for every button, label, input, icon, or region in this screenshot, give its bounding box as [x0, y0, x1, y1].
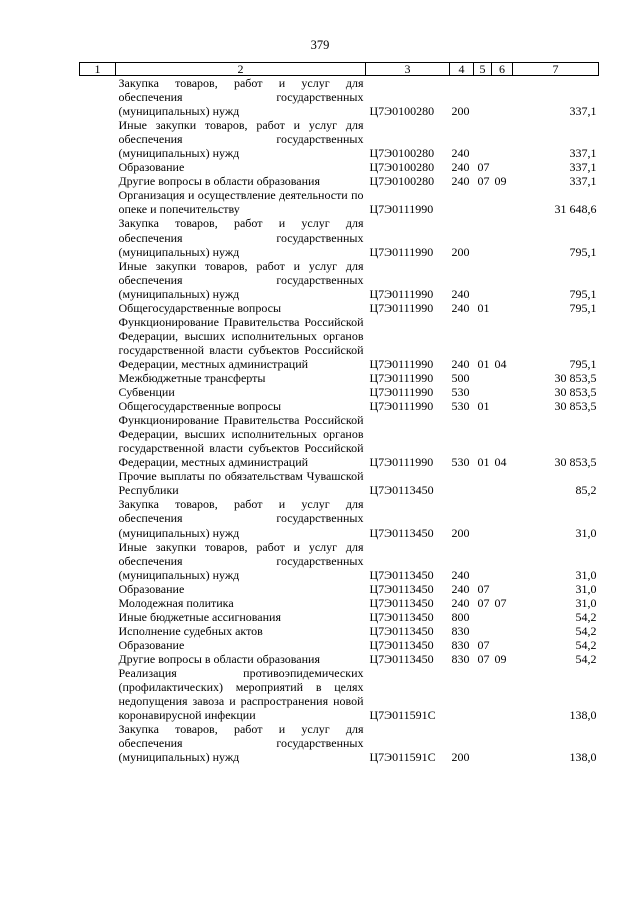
target-article-cell: Ц7Э0100280 [369, 174, 435, 189]
row-number-cell [80, 174, 116, 188]
amount-cell: 30 853,5 [554, 370, 597, 385]
column-header-5: 5 [474, 63, 492, 76]
section-cell [474, 371, 492, 385]
item-name-cell: Закупка товаров, работ и услуг для обеспечения государственных (муниципальных) нужд [118, 76, 364, 119]
table-row [80, 301, 599, 315]
expense-type-cell: 240 [451, 581, 470, 596]
subsection-cell [492, 216, 513, 258]
section-cell: 07 [477, 581, 490, 596]
column-header-2: 2 [116, 63, 366, 76]
subsection-cell [492, 399, 513, 413]
item-name-cell: Общегосударственные вопросы [118, 300, 282, 315]
expense-type-cell: 240 [451, 595, 470, 610]
target-article-cell: Ц7Э0111990 [369, 385, 434, 400]
row-number-cell [80, 399, 116, 413]
section-cell: 07 [477, 637, 490, 652]
subsection-cell: 09 [494, 651, 507, 666]
subsection-cell: 04 [494, 455, 507, 470]
row-number-cell [80, 638, 116, 652]
item-name-cell: Функционирование Правительства Российской Федерации, высших исполнительных органов государственной власти субъектов Российской Федерации, местных администраций [118, 413, 364, 470]
expense-type-cell: 200 [451, 750, 470, 765]
row-number-cell [80, 301, 116, 315]
subsection-cell [492, 582, 513, 596]
table-row [80, 160, 599, 174]
item-name-cell: Закупка товаров, работ и услуг для обеспечения государственных (муниципальных) нужд [118, 722, 364, 765]
section-cell: 01 [477, 455, 490, 470]
subsection-cell [492, 638, 513, 652]
budget-table [79, 62, 599, 764]
item-name-cell: Образование [118, 637, 185, 652]
target-article-cell: Ц7Э0111990 [369, 286, 434, 301]
subsection-cell [492, 259, 513, 301]
expense-type-cell: 500 [451, 370, 470, 385]
expense-type-cell: 240 [451, 567, 470, 582]
amount-cell: 795,1 [569, 356, 597, 371]
expense-type-cell: 240 [451, 300, 470, 315]
subsection-cell [492, 722, 513, 764]
subsection-cell [492, 301, 513, 315]
amount-cell: 31,0 [575, 595, 597, 610]
amount-cell: 30 853,5 [554, 455, 597, 470]
amount-cell: 85,2 [575, 483, 597, 498]
table-row [80, 722, 599, 764]
amount-cell: 337,1 [569, 146, 597, 161]
target-article-cell: Ц7Э0113450 [369, 623, 434, 638]
target-article-cell: Ц7Э0113450 [369, 581, 434, 596]
table-row [80, 188, 599, 216]
target-article-cell: Ц7Э0111990 [369, 455, 434, 470]
row-number-cell [80, 722, 116, 764]
row-number-cell [80, 624, 116, 638]
target-article-cell: Ц7Э0111990 [369, 202, 434, 217]
section-cell: 07 [477, 174, 490, 189]
subsection-cell [492, 666, 513, 722]
page-number: 379 [310, 38, 330, 52]
row-number-cell [80, 315, 116, 371]
target-article-cell: Ц7Э0111990 [369, 370, 434, 385]
table-row [80, 582, 599, 596]
item-name-cell: Реализация противоэпидемических (профилактических) мероприятий в целях недопущения завоза и распространения новой коронавирусной инфекции [118, 665, 364, 723]
item-name-cell: Закупка товаров, работ и услуг для обеспечения государственных (муниципальных) нужд [118, 216, 364, 259]
item-name-cell: Закупка товаров, работ и услуг для обеспечения государственных (муниципальных) нужд [118, 497, 364, 540]
row-number-cell [80, 216, 116, 258]
target-article-cell: Ц7Э0100280 [369, 160, 435, 175]
column-header-3: 3 [366, 63, 450, 76]
row-number-cell [80, 666, 116, 722]
target-article-cell: Ц7Э0113450 [369, 637, 434, 652]
target-article-cell: Ц7Э0113450 [369, 525, 434, 540]
row-number-cell [80, 540, 116, 582]
item-name-cell: Молодежная политика [118, 595, 234, 610]
subsection-cell [492, 385, 513, 399]
row-number-cell [80, 596, 116, 610]
row-number-cell [80, 497, 116, 539]
item-name-cell: Исполнение судебных актов [118, 623, 263, 638]
row-number-cell [80, 118, 116, 160]
subsection-cell [492, 160, 513, 174]
expense-type-cell: 830 [451, 637, 470, 652]
amount-cell: 795,1 [569, 286, 597, 301]
subsection-cell [492, 118, 513, 160]
amount-cell: 795,1 [569, 300, 597, 315]
item-name-cell: Образование [118, 160, 185, 175]
subsection-cell [492, 188, 513, 216]
row-number-cell [80, 188, 116, 216]
row-number-cell [80, 160, 116, 174]
amount-cell: 54,2 [575, 637, 597, 652]
target-article-cell: Ц7Э0111990 [369, 244, 434, 259]
expense-type-cell [450, 666, 474, 722]
target-article-cell: Ц7Э0100280 [369, 146, 435, 161]
target-article-cell: Ц7Э0100280 [369, 104, 435, 119]
expense-type-cell: 830 [451, 623, 470, 638]
row-number-cell [80, 610, 116, 624]
target-article-cell: Ц7Э011591С [369, 708, 436, 723]
amount-cell: 337,1 [569, 160, 597, 175]
table-row [80, 652, 599, 666]
expense-type-cell: 240 [451, 146, 470, 161]
item-name-cell: Другие вопросы в области образования [118, 651, 320, 666]
section-cell [474, 188, 492, 216]
table-row [80, 497, 599, 539]
target-article-cell: Ц7Э0111990 [369, 300, 434, 315]
section-cell [474, 624, 492, 638]
amount-cell: 54,2 [575, 651, 597, 666]
amount-cell: 31,0 [575, 525, 597, 540]
section-cell [474, 385, 492, 399]
row-number-cell [80, 76, 116, 119]
target-article-cell: Ц7Э0111990 [369, 399, 434, 414]
item-name-cell: Межбюджетные трансферты [118, 370, 266, 385]
section-cell [474, 469, 492, 497]
table-row [80, 259, 599, 301]
row-number-cell [80, 371, 116, 385]
table-row [80, 666, 599, 722]
row-number-cell [80, 652, 116, 666]
row-number-cell [80, 469, 116, 497]
expense-type-cell: 200 [451, 525, 470, 540]
section-cell: 07 [477, 160, 490, 175]
amount-cell: 31,0 [575, 567, 597, 582]
subsection-cell [492, 371, 513, 385]
item-name-cell: Иные закупки товаров, работ и услуг для обеспечения государственных (муниципальных) нужд [118, 118, 364, 161]
table-row [80, 596, 599, 610]
target-article-cell: Ц7Э0113450 [369, 651, 434, 666]
section-cell [474, 118, 492, 160]
row-number-cell [80, 413, 116, 469]
section-cell [474, 76, 492, 119]
row-number-cell [80, 385, 116, 399]
expense-type-cell: 530 [451, 399, 470, 414]
section-cell: 01 [477, 300, 490, 315]
target-article-cell: Ц7Э0113450 [369, 567, 434, 582]
section-cell [474, 259, 492, 301]
amount-cell: 30 853,5 [554, 399, 597, 414]
table-row [80, 399, 599, 413]
expense-type-cell: 800 [451, 609, 470, 624]
section-cell: 01 [477, 399, 490, 414]
subsection-cell [492, 610, 513, 624]
expense-type-cell: 240 [451, 174, 470, 189]
item-name-cell: Субвенции [118, 385, 175, 400]
amount-cell: 138,0 [569, 750, 597, 765]
table-row [80, 540, 599, 582]
column-header-7: 7 [513, 63, 599, 76]
item-name-cell: Образование [118, 581, 185, 596]
section-cell [474, 666, 492, 722]
section-cell [474, 497, 492, 539]
expense-type-cell [450, 188, 474, 216]
section-cell [474, 540, 492, 582]
table-row [80, 624, 599, 638]
item-name-cell: Функционирование Правительства Российской Федерации, высших исполнительных органов государственной власти субъектов Российской Федерации, местных администраций [118, 314, 364, 371]
subsection-cell: 09 [494, 174, 507, 189]
target-article-cell: Ц7Э0113450 [369, 609, 434, 624]
item-name-cell: Общегосударственные вопросы [118, 399, 282, 414]
item-name-cell: Организация и осуществление деятельности по опеке и попечительству [118, 188, 364, 217]
expense-type-cell: 240 [451, 356, 470, 371]
column-number-header [80, 63, 599, 76]
expense-type-cell: 240 [451, 286, 470, 301]
column-header-4: 4 [450, 63, 474, 76]
amount-cell: 30 853,5 [554, 385, 597, 400]
subsection-cell [492, 624, 513, 638]
subsection-cell: 07 [494, 595, 507, 610]
table-row [80, 371, 599, 385]
amount-cell: 795,1 [569, 244, 597, 259]
amount-cell: 337,1 [569, 174, 597, 189]
table-row [80, 216, 599, 258]
expense-type-cell: 530 [451, 455, 470, 470]
amount-cell: 138,0 [569, 708, 597, 723]
column-header-1: 1 [80, 63, 116, 76]
section-cell: 07 [477, 651, 490, 666]
section-cell [474, 216, 492, 258]
expense-type-cell [450, 469, 474, 497]
amount-cell: 31,0 [575, 581, 597, 596]
section-cell [474, 722, 492, 764]
expense-type-cell: 530 [451, 385, 470, 400]
amount-cell: 54,2 [575, 623, 597, 638]
table-row [80, 413, 599, 469]
table-row [80, 76, 599, 119]
amount-cell: 31 648,6 [554, 202, 597, 217]
section-cell: 07 [477, 595, 490, 610]
amount-cell: 54,2 [575, 609, 597, 624]
subsection-cell [492, 497, 513, 539]
column-header-6: 6 [492, 63, 513, 76]
table-row [80, 174, 599, 188]
expense-type-cell: 240 [451, 160, 470, 175]
item-name-cell: Другие вопросы в области образования [118, 174, 320, 189]
expense-type-cell: 200 [451, 104, 470, 119]
table-row [80, 315, 599, 371]
target-article-cell: Ц7Э011591С [369, 750, 436, 765]
target-article-cell: Ц7Э0111990 [369, 356, 434, 371]
subsection-cell [492, 540, 513, 582]
section-cell: 01 [477, 356, 490, 371]
row-number-cell [80, 259, 116, 301]
subsection-cell [492, 76, 513, 119]
table-row [80, 638, 599, 652]
expense-type-cell: 830 [451, 651, 470, 666]
table-row [80, 118, 599, 160]
row-number-cell [80, 582, 116, 596]
item-name-cell: Прочие выплаты по обязательствам Чувашской Республики [118, 469, 364, 498]
expense-type-cell: 200 [451, 244, 470, 259]
table-row [80, 610, 599, 624]
item-name-cell: Иные закупки товаров, работ и услуг для обеспечения государственных (муниципальных) нужд [118, 258, 364, 301]
target-article-cell: Ц7Э0113450 [369, 595, 434, 610]
item-name-cell: Иные закупки товаров, работ и услуг для обеспечения государственных (муниципальных) нужд [118, 539, 364, 582]
table-row [80, 469, 599, 497]
item-name-cell: Иные бюджетные ассигнования [118, 609, 281, 624]
amount-cell: 337,1 [569, 104, 597, 119]
target-article-cell: Ц7Э0113450 [369, 483, 434, 498]
subsection-cell [492, 469, 513, 497]
subsection-cell: 04 [494, 356, 507, 371]
section-cell [474, 610, 492, 624]
table-row [80, 385, 599, 399]
